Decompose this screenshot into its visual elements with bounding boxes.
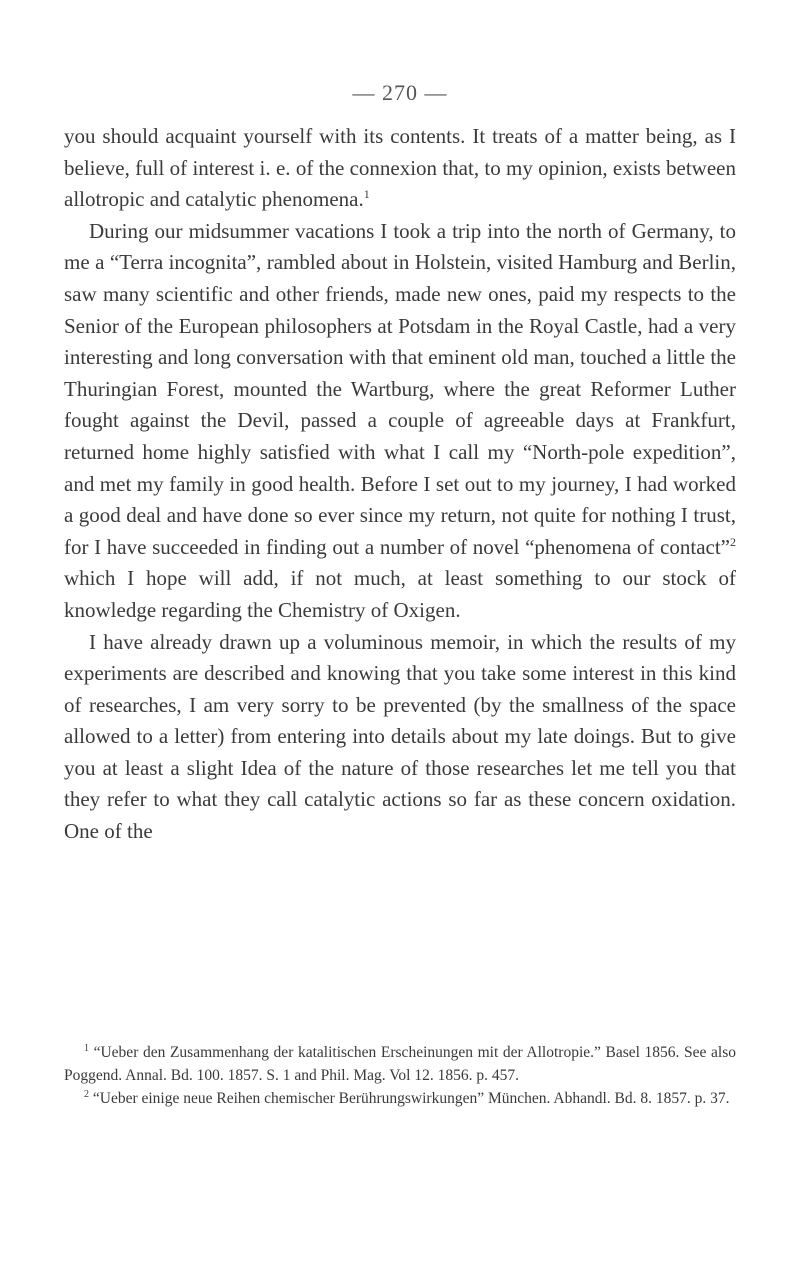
page-number: — 270 — bbox=[352, 80, 448, 105]
footnote-reference: 2 bbox=[730, 534, 736, 549]
footnote-text: “Ueber den Zusammenhang der katalitischen Erscheinungen mit der Allotropie.” Basel 1856. See also Poggend. Annal. Bd. 100. 1857. S. 1 and Phil. Mag. Vol 12. 1856. p. 457. bbox=[64, 1044, 736, 1084]
footnote bbox=[64, 1041, 736, 1087]
paragraph-text: you should acquaint yourself with its contents. It treats of a matter being, as I believe, full of interest i. e. of the connexion that, to my opinion, exists between allotropic and catalytic phenomena. bbox=[64, 124, 736, 212]
footnotes bbox=[64, 1041, 736, 1110]
paragraph bbox=[64, 121, 736, 216]
body-text bbox=[64, 121, 736, 848]
footnote-reference: 1 bbox=[363, 187, 370, 202]
footnote bbox=[64, 1087, 736, 1110]
footnote-mark: 2 bbox=[84, 1089, 89, 1100]
paragraph bbox=[64, 216, 736, 627]
footnote-text: “Ueber einige neue Reihen chemischer Berührungswirkungen” München. Abhandl. Bd. 8. 1857. p. 37. bbox=[89, 1090, 730, 1107]
paragraph-text: I have already drawn up a voluminous memoir, in which the results of my experiments are described and knowing that you take some interest in this kind of researches, I am very sorry to be prevented (by the smallness of the space allowed to a letter) from entering into details about my late doings. But to give you at least a slight Idea of the nature of those researches let me tell you that they refer to what they call catalytic actions so far as these concern oxidation. One of the bbox=[64, 629, 736, 844]
paragraph-text: During our midsummer vacations I took a trip into the north of Germany, to me a “Terra incognita”, rambled about in Holstein, visited Hamburg and Berlin, saw many scientific and other friends, made new ones, paid my respects to the Senior of the European philosophers at Potsdam in the Royal Castle, had a very interesting and long conversation with that eminent old man, touched a little the Thuringian Forest, mounted the Wartburg, where the great Reformer Luther fought against the Devil, passed a couple of agreeable days at Frankfurt, returned home highly satisfied with what I call my “North-pole expedition”, and met my family in good health. Before I set out to my journey, I had worked a good deal and have done so ever since my return, not quite for nothing I trust, for I have succeeded in finding out a number of novel “phenomena of contact” bbox=[64, 218, 736, 559]
footnote-mark: 1 bbox=[84, 1043, 89, 1054]
paragraph bbox=[64, 627, 736, 848]
paragraph-text: which I hope will add, if not much, at least something to our stock of knowledge regarding the Chemistry of Oxigen. bbox=[64, 566, 736, 622]
